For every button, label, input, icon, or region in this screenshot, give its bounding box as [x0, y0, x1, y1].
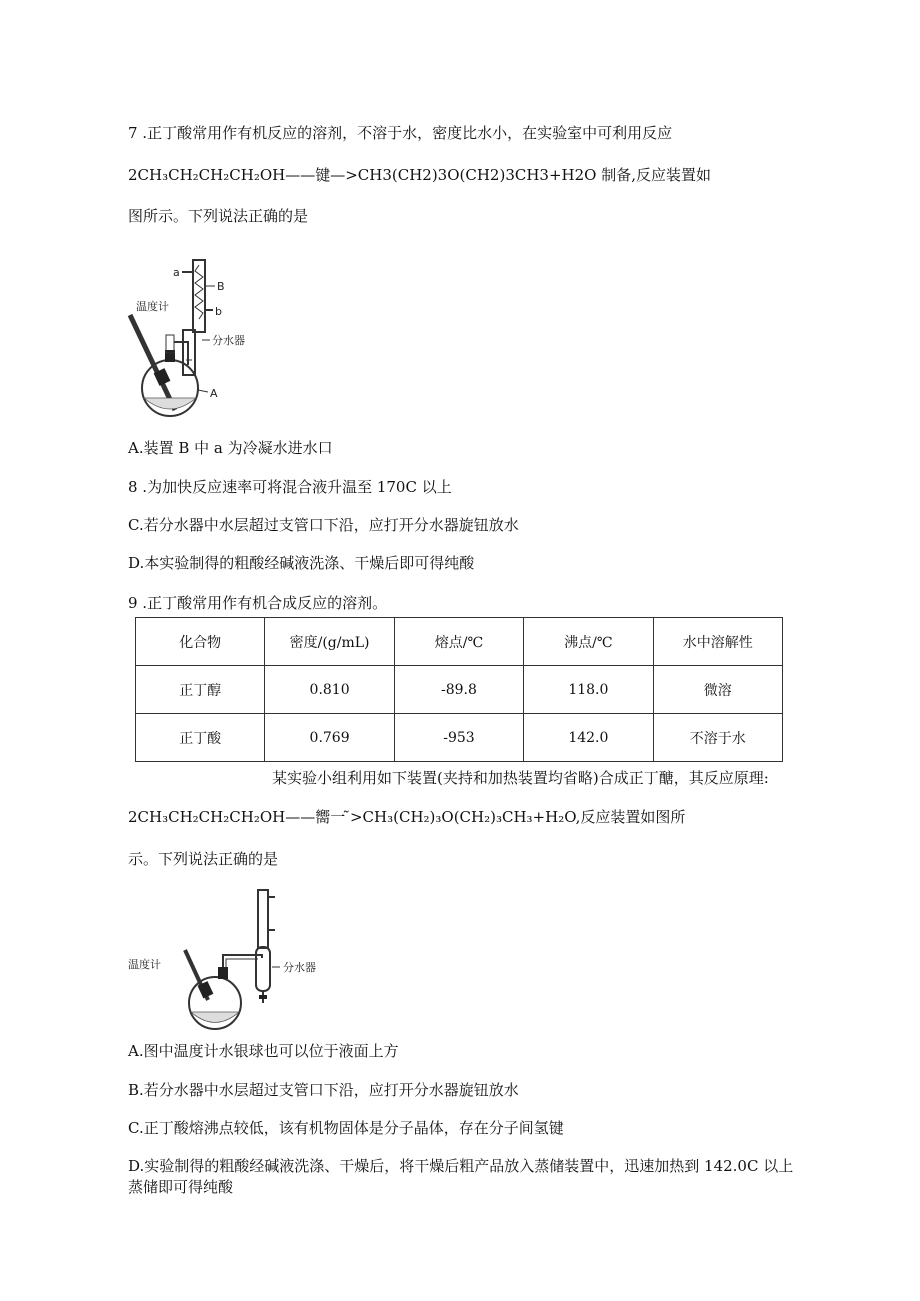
q7-equation: 2CH₃CH₂CH₂CH₂OH——键—>CH3(CH2)3O(CH2)3CH3+H2O 制备,反应装置如 — [128, 166, 712, 184]
q7-apparatus-figure — [120, 250, 270, 420]
q9-option-c: C.正丁酸熔沸点较低，该有机物固体是分子晶体，存在分子间氢键 — [128, 1119, 564, 1137]
q9-option-d-cont: 蒸储即可得纯酸 — [128, 1178, 234, 1196]
q7-option-a: A.装置 B 中 a 为冷凝水进水口 — [128, 439, 333, 457]
table-header-cell: 沸点/℃ — [524, 618, 653, 666]
table-header-row — [136, 618, 783, 666]
q7-stem: 7 .正丁酸常用作有机反应的溶剂，不溶于水，密度比水小，在实验室中可利用反应 — [128, 124, 673, 142]
q7-label-b: b — [215, 305, 222, 318]
q7-label-separator: 分水器 — [212, 334, 245, 347]
q7-stem-end: 图所示。下列说法正确的是 — [128, 207, 309, 225]
table-cell: 0.810 — [265, 666, 394, 714]
q7-label-a: a — [173, 266, 180, 279]
table-row — [136, 714, 783, 762]
q9-equation: 2CH₃CH₂CH₂CH₂OH——嚮一 ̃>CH₃(CH₂)₃O(CH₂)₃CH₃+H₂O,反应装置如图所 — [128, 808, 686, 826]
table-cell: 142.0 — [524, 714, 653, 762]
q7-option-b: 8 .为加快反应速率可将混合液升温至 170C 以上 — [128, 478, 452, 496]
table-cell: 0.769 — [265, 714, 394, 762]
q7-label-A: A — [210, 387, 218, 400]
q7-option-c: C.若分水器中水层超过支管口下沿，应打开分水器旋钮放水 — [128, 516, 519, 534]
q9-apparatus-figure — [120, 885, 340, 1035]
separator-shape — [256, 947, 270, 991]
thermometer-shape — [130, 315, 175, 410]
table-cell: 118.0 — [524, 666, 653, 714]
table-header-cell: 熔点/℃ — [394, 618, 523, 666]
q7-label-thermometer: 温度计 — [136, 300, 169, 313]
table-cell: 正丁酸 — [136, 714, 265, 762]
q9-option-a: A.图中温度计水银球也可以位于液面上方 — [128, 1042, 399, 1060]
table-header-cell: 化合物 — [136, 618, 265, 666]
q9-label-separator: 分水器 — [283, 961, 316, 974]
q9-stem-end: 示。下列说法正确的是 — [128, 850, 279, 868]
table-header-cell: 密度/(g/mL) — [265, 618, 394, 666]
table-cell: -89.8 — [394, 666, 523, 714]
q9-option-b: B.若分水器中水层超过支管口下沿，应打开分水器旋钮放水 — [128, 1081, 519, 1099]
table-row — [136, 666, 783, 714]
table-cell: -953 — [394, 714, 523, 762]
q9-stem: 9 .正丁酸常用作有机合成反应的溶剂。 — [128, 594, 388, 612]
q9-text-after-table: 某实验小组利用如下装置(夹持和加热装置均省略)合成正丁醣，其反应原理: — [272, 769, 769, 787]
property-table — [135, 617, 783, 762]
table-cell: 不溶于水 — [653, 714, 782, 762]
q7-option-d: D.本实验制得的粗酸经碱液洗涤、干燥后即可得纯酸 — [128, 554, 475, 572]
q7-label-B: B — [217, 280, 225, 293]
condenser-shape — [258, 890, 268, 948]
q9-option-d: D.实验制得的粗酸经碱液洗涤、干燥后，将干燥后粗产品放入蒸储装置中，迅速加热到 142.0C 以上 — [128, 1157, 794, 1175]
table-cell: 正丁醇 — [136, 666, 265, 714]
q9-label-thermometer: 温度计 — [128, 958, 161, 971]
table-cell: 微溶 — [653, 666, 782, 714]
table-header-cell: 水中溶解性 — [653, 618, 782, 666]
